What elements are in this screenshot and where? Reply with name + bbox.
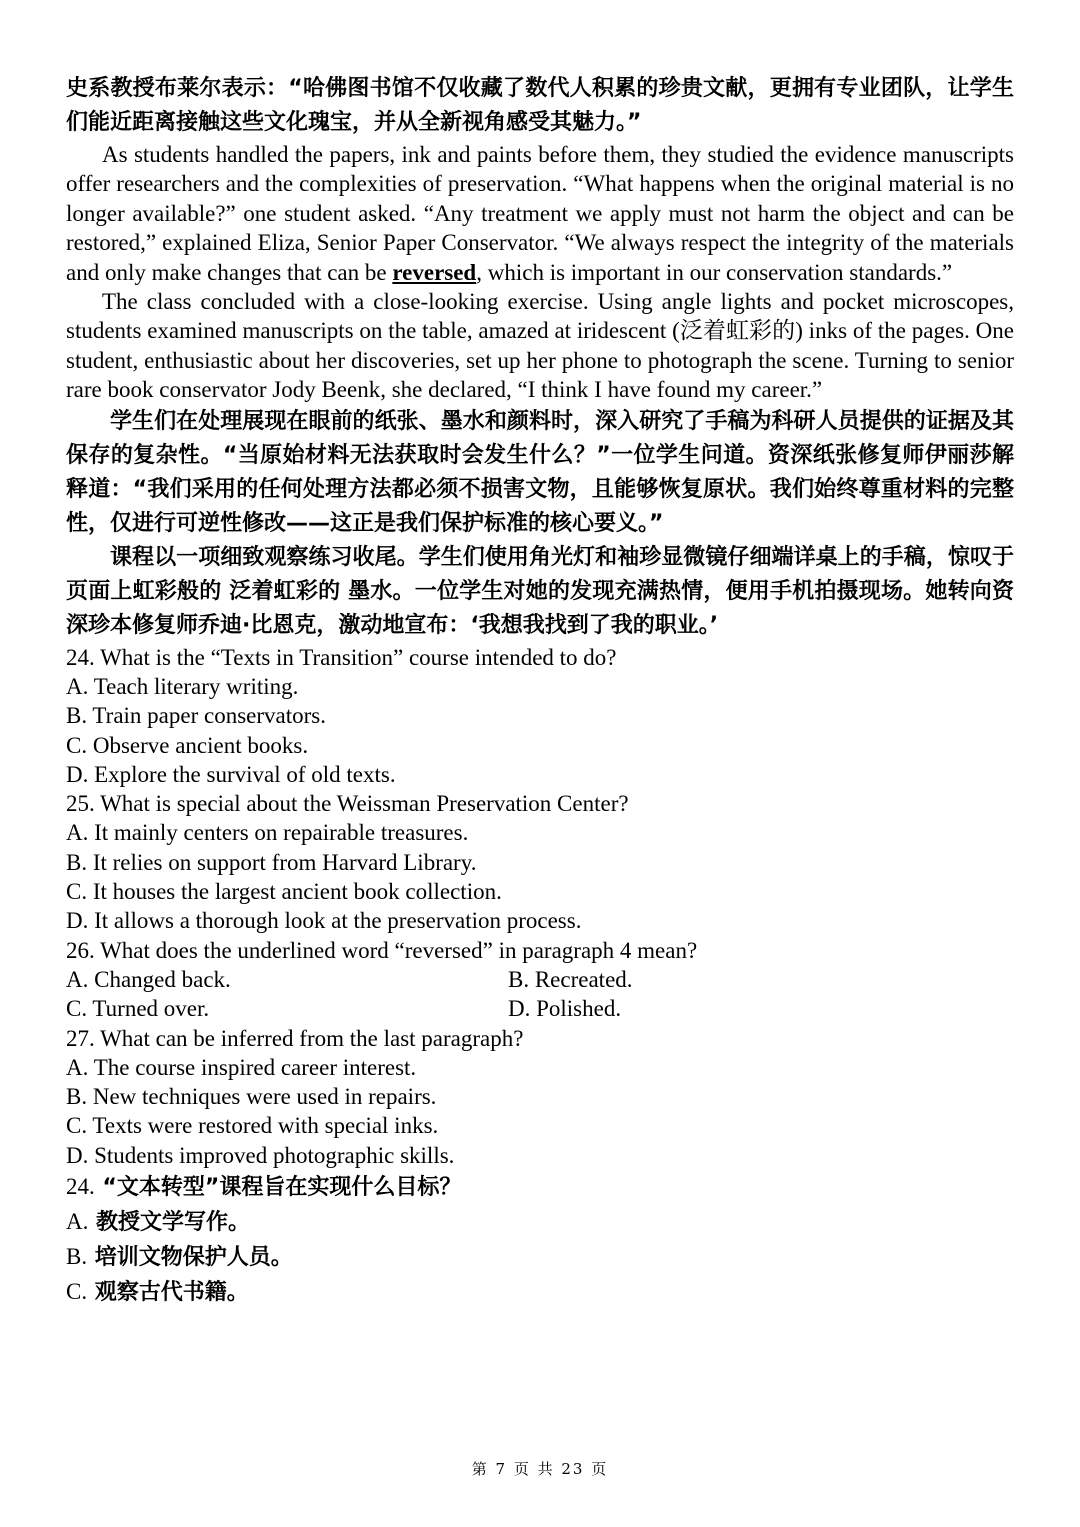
option: A. The course inspired career interest. xyxy=(66,1054,417,1080)
option: D. Students improved photographic skills. xyxy=(66,1142,455,1168)
document-page xyxy=(66,72,1014,1310)
en-paragraph-conclusion: The class concluded with a close-looking exercise. Using angle lights and pocket microscopes, students examined manuscripts on the table, amazed at iridescent (泛着虹彩的) inks of the pages. One student, enthusiastic about her discoveries, set up her phone to photograph the scene. Turning to senior rare book conservator Jody Beenk, she declared, “I think I have found my career.” xyxy=(66,289,1014,403)
question-stem: 25. What is special about the Weissman Preservation Center? xyxy=(66,791,629,817)
translation-stem xyxy=(66,1170,1014,1205)
option: A. Teach literary writing. xyxy=(66,673,299,699)
option-text: 培训文物保护人员。 xyxy=(94,1245,293,1270)
question-27 xyxy=(66,1024,1014,1170)
translation-question-24 xyxy=(66,1170,1014,1310)
option-letter: B. xyxy=(66,1244,88,1269)
option: A. It mainly centers on repairable treasures. xyxy=(66,820,469,846)
page-footer: 第 7 页 共 23 页 xyxy=(471,1460,609,1478)
question-26 xyxy=(66,936,1014,1024)
option-letter: A. xyxy=(66,1209,89,1234)
option: B. New techniques were used in repairs. xyxy=(66,1084,437,1110)
question-stem: 24. What is the “Texts in Transition” course intended to do? xyxy=(66,644,617,670)
question-25 xyxy=(66,789,1014,935)
zh-paragraph-conservation: 学生们在处理展现在眼前的纸张、墨水和颜料时，深入研究了手稿为科研人员提供的证据及其保存的复杂性。“当原始材料无法获取时会发生什么？”一位学生问道。资深纸张修复师伊丽莎解释道：“我们采用的任何处理方法都必须不损害文物，且能够恢复原状。我们始终尊重材料的完整性，仅进行可逆性修改——这正是我们保护标准的核心要义。” xyxy=(66,408,1014,536)
underlined-word-reversed: reversed xyxy=(392,259,477,285)
question-number: 24. xyxy=(66,1174,95,1199)
question-24 xyxy=(66,643,1014,789)
option: A. Changed back. xyxy=(66,966,231,992)
en-paragraph-conservation xyxy=(66,140,1014,287)
option: D. It allows a thorough look at the preservation process. xyxy=(66,908,582,934)
option: D. Explore the survival of old texts. xyxy=(66,761,396,787)
option: C. Observe ancient books. xyxy=(66,732,309,758)
zh-intro-paragraph: 史系教授布莱尔表示：“哈佛图书馆不仅收藏了数代人积累的珍贵文献，更拥有专业团队，让学生们能近距离接触这些文化瑰宝，并从全新视角感受其魅力。” xyxy=(66,76,1014,135)
en-para-text-end: , which is important in our conservation standards.” xyxy=(476,259,953,285)
option: B. Recreated. xyxy=(508,966,633,992)
option: C. Turned over. xyxy=(66,996,210,1022)
option-text: 教授文学写作。 xyxy=(96,1210,251,1235)
option-row xyxy=(66,994,1014,1023)
translation-option xyxy=(66,1205,1014,1240)
question-stem: 27. What can be inferred from the last paragraph? xyxy=(66,1025,524,1051)
option: C. It houses the largest ancient book collection. xyxy=(66,879,502,905)
option: B. It relies on support from Harvard Library. xyxy=(66,849,477,875)
option: C. Texts were restored with special inks. xyxy=(66,1113,439,1139)
translation-stem-text: “文本转型”课程旨在实现什么目标？ xyxy=(102,1175,462,1200)
option: D. Polished. xyxy=(508,996,622,1022)
option-letter: C. xyxy=(66,1279,88,1304)
translation-option xyxy=(66,1275,1014,1310)
option-row xyxy=(66,965,1014,994)
option-text: 观察古代书籍。 xyxy=(94,1280,249,1305)
translation-option xyxy=(66,1240,1014,1275)
option: B. Train paper conservators. xyxy=(66,703,326,729)
en-para-text: As students handled the papers, ink and paints before them, they studied the evidence manuscripts offer researchers and the complexities of preservation. “What happens when the original material is no longer available?” one student asked. “Any treatment we apply must not harm the object and can be restored,” explained Eliza, Senior Paper Conservator. “We always respect the integrity of the materials and only make changes that can be xyxy=(66,142,1014,285)
zh-paragraph-conclusion: 课程以一项细致观察练习收尾。学生们使用角光灯和袖珍显微镜仔细端详桌上的手稿，惊叹于页面上虹彩般的 泛着虹彩的 墨水。一位学生对她的发现充满热情，便用手机拍摄现场。她转向资深珍本修复师乔迪·比恩克，激动地宣布：‘我想我找到了我的职业。’ xyxy=(66,544,1014,638)
question-stem: 26. What does the underlined word “reversed” in paragraph 4 mean? xyxy=(66,937,698,963)
